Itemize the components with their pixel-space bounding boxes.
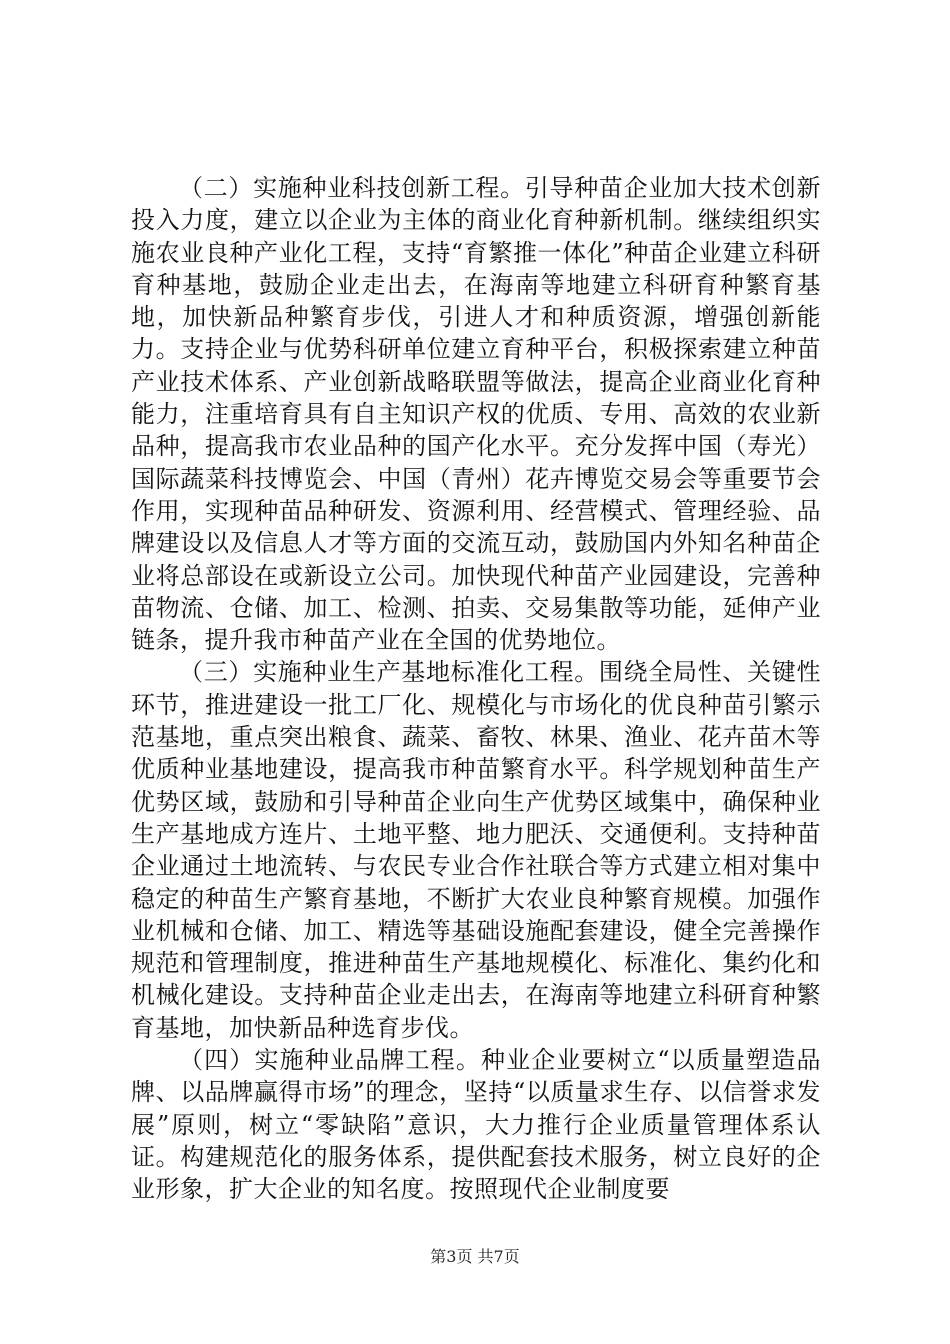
paragraph-seed-tech-innovation: （二）实施种业科技创新工程。引导种苗企业加大技术创新投入力度，建立以企业为主体的商业化育种新机制。继续组织实施农业良种产业化工程，支持“育繁推一体化”种苗企业建立科研育种基地，鼓励企业走出去，在海南等地建立科研育种繁育基地，加快新品种繁育步伐，引进人才和种质资源，增强创新能力。支持企业与优势科研单位建立育种平台，积极探索建立种苗产业技术体系、产业创新战略联盟等做法，提高企业商业化育种能力，注重培育具有自主知识产权的优质、专用、高效的农业新品种，提高我市农业品种的国产化水平。充分发挥中国（寿光）国际蔬菜科技博览会、中国（青州）花卉博览交易会等重要节会作用，实现种苗品种研发、资源利用、经营模式、管理经验、品牌建设以及信息人才等方面的交流互动，鼓励国内外知名种苗企业将总部设在或新设立公司。加快现代种苗产业园建设，完善种苗物流、仓储、加工、检测、拍卖、交易集散等功能，延伸产业链条，提升我市种苗产业在全国的优势地位。 (131, 174, 821, 655)
paragraph-seed-brand: （四）实施种业品牌工程。种业企业要树立“以质量塑造品牌、以品牌赢得市场”的理念，坚持“以质量求生存、以信誉求发展”原则，树立“零缺陷”意识，大力推行企业质量管理体系认证。构建规范化的服务体系，提供配套技术服务，树立良好的企业形象，扩大企业的知名度。按照现代企业制度要 (131, 1046, 821, 1204)
page-footer: 第3页 共7页 (430, 1247, 520, 1266)
document-body (131, 172, 821, 1206)
paragraph-production-base-standardization: （三）实施种业生产基地标准化工程。围绕全局性、关键性环节，推进建设一批工厂化、规模化与市场化的优良种苗引繁示范基地，重点突出粮食、蔬菜、畜牧、林果、渔业、花卉苗木等优质种业基地建设，提高我市种苗繁育水平。科学规划种苗生产优势区域，鼓励和引导种苗企业向生产优势区域集中，确保种业生产基地成方连片、土地平整、地力肥沃、交通便利。支持种苗企业通过土地流转、与农民专业合作社联合等方式建立相对集中稳定的种苗生产繁育基地，不断扩大农业良种繁育规模。加强作业机械和仓储、加工、精选等基础设施配套建设，健全完善操作规范和管理制度，推进种苗生产基地规模化、标准化、集约化和机械化建设。支持种苗企业走出去，在海南等地建立科研育种繁育基地，加快新品种选育步伐。 (131, 658, 821, 1042)
